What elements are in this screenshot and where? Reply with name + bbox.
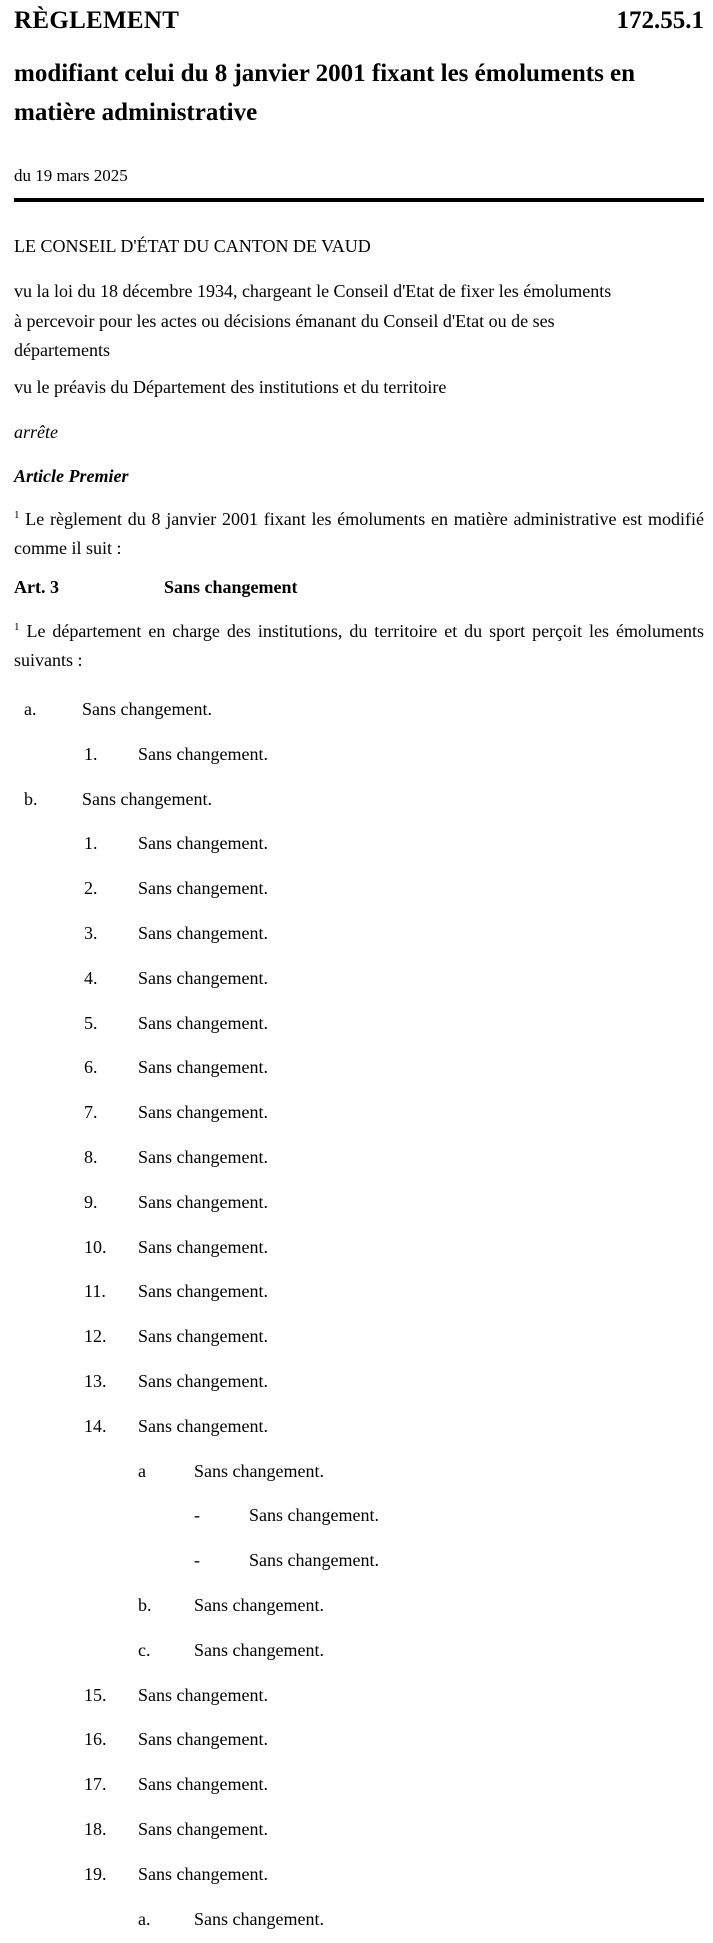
list-item-text: Sans changement.	[138, 1326, 268, 1347]
list-item-marker: 10.	[84, 1236, 107, 1257]
list-item-text: Sans changement.	[138, 1415, 268, 1436]
list-item-text: Sans changement.	[194, 1908, 324, 1929]
list-item-text: Sans changement.	[138, 1863, 268, 1884]
list-item-marker: 2.	[84, 878, 98, 899]
list-item-marker: c.	[138, 1639, 151, 1660]
list-item-marker: a.	[24, 699, 37, 719]
article-premier-heading: Article Premier	[14, 466, 129, 486]
list-item-marker: 11.	[84, 1281, 106, 1302]
list-item-text: Sans changement.	[138, 1371, 268, 1391]
list-item-text: Sans changement.	[138, 1147, 268, 1167]
list-item-marker: 7.	[84, 1102, 98, 1123]
list-item-text: Sans changement.	[249, 1550, 379, 1571]
list-item-marker: 19.	[84, 1863, 107, 1884]
list-item-text: Sans changement.	[138, 1281, 268, 1302]
list-item-marker: b.	[24, 788, 38, 809]
list-item-marker: 4.	[84, 967, 98, 988]
document-date: du 19 mars 2025	[14, 166, 128, 185]
list-item-marker: 6.	[84, 1057, 98, 1078]
decree-word: arrête	[14, 422, 58, 442]
list-item-marker: a	[138, 1460, 146, 1481]
list-item-marker: -	[194, 1505, 200, 1526]
list-item-text: Sans changement.	[138, 833, 268, 854]
list-item-marker: 14.	[84, 1415, 107, 1436]
list-item-marker: 9.	[84, 1191, 98, 1212]
enacting-authority: LE CONSEIL D'ÉTAT DU CANTON DE VAUD	[14, 236, 371, 256]
list-item-text: Sans changement.	[82, 788, 212, 809]
list-item-text: Sans changement.	[138, 967, 268, 988]
alinea-marker: 1	[14, 509, 20, 521]
list-item-text: Sans changement.	[138, 1012, 268, 1033]
list-item-marker: 1.	[84, 743, 98, 764]
article-3-title: Sans changement	[164, 577, 298, 597]
list-item-text: Sans changement.	[138, 1729, 268, 1750]
document-title: modifiant celui du 8 janvier 2001 fixant les émoluments en matière administrative	[14, 60, 636, 126]
list-item-text: Sans changement.	[138, 1191, 268, 1212]
list-item-text: Sans changement.	[138, 1102, 268, 1123]
list-item-text: Sans changement.	[138, 1819, 268, 1839]
considerant-1-line-1: vu la loi du 18 décembre 1934, chargeant le Conseil d'Etat de fixer les émoluments	[14, 281, 612, 301]
alinea-marker: 1	[14, 621, 20, 633]
list-item-text: Sans changement.	[138, 1057, 268, 1078]
list-item-marker: 8.	[84, 1147, 98, 1167]
list-item-text: Sans changement.	[82, 699, 212, 719]
list-item-marker: 3.	[84, 923, 98, 943]
list-item-marker: -	[194, 1550, 200, 1571]
list-item-text: Sans changement.	[138, 923, 268, 943]
list-item-text: Sans changement.	[194, 1595, 324, 1615]
considerant-2: vu le préavis du Département des institutions et du territoire	[14, 377, 447, 397]
list-item-text: Sans changement.	[138, 878, 268, 899]
list-item-marker: 5.	[84, 1012, 98, 1033]
article-premier-body: Le règlement du 8 janvier 2001 fixant les émoluments en matière administrative est modifié comme il suit :	[14, 509, 704, 558]
list-item-text: Sans changement.	[138, 1236, 268, 1257]
regulation-page	[14, 0, 704, 1943]
list-item-marker: 18.	[84, 1819, 107, 1839]
list-item-marker: b.	[138, 1595, 152, 1615]
list-item-marker: 13.	[84, 1371, 107, 1391]
list-item-marker: 16.	[84, 1729, 107, 1750]
list-item-text: Sans changement.	[138, 1684, 268, 1705]
header-divider	[14, 198, 704, 202]
considerant-1-line-3: départements	[14, 340, 110, 360]
list-item-marker: 15.	[84, 1684, 107, 1705]
considerant-1-line-2: à percevoir pour les actes ou décisions émanant du Conseil d'Etat ou de ses	[14, 311, 555, 331]
list-item-marker: a.	[138, 1908, 151, 1929]
list-item-text: Sans changement.	[138, 1774, 268, 1795]
list-item-marker: 17.	[84, 1774, 107, 1795]
list-item-text: Sans changement.	[194, 1639, 324, 1660]
list-item-text: Sans changement.	[249, 1505, 379, 1526]
document-type: RÈGLEMENT	[14, 7, 180, 34]
article-3-number: Art. 3	[14, 577, 59, 597]
list-item-text: Sans changement.	[138, 743, 268, 764]
list-item-text: Sans changement.	[194, 1460, 324, 1481]
document-number: 172.55.1	[616, 7, 704, 34]
list-item-marker: 12.	[84, 1326, 107, 1347]
article-3-body: Le département en charge des institutions, du territoire et du sport perçoit les émoluments suivants :	[14, 621, 704, 670]
article-3-text	[14, 617, 704, 675]
list-item-marker: 1.	[84, 833, 98, 854]
article-premier-text	[14, 505, 704, 563]
